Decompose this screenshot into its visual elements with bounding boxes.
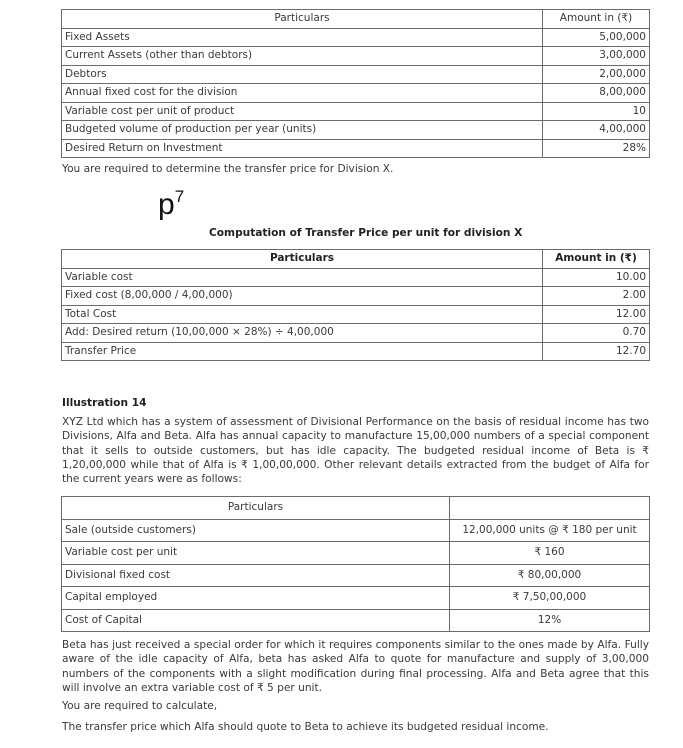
row-label: Annual fixed cost for the division [62,84,543,103]
table-row [62,139,650,158]
table-row [62,342,650,361]
row-value: 0.70 [543,324,650,343]
row-value: 12.00 [543,305,650,324]
table-row [62,121,650,140]
row-label: Variable cost per unit [62,542,450,565]
table-row [62,587,650,610]
table-header-row [62,497,650,520]
table-row [62,519,650,542]
row-value: 2,00,000 [543,65,650,84]
illustration-heading: Illustration 14 [62,397,147,409]
row-value: 12% [450,609,650,632]
table-row [62,84,650,103]
header-value [450,497,650,520]
requirement-text: You are required to determine the transfer price for Division X. [62,163,394,175]
row-label: Current Assets (other than debtors) [62,47,543,66]
table-row [62,268,650,287]
row-label: Cost of Capital [62,609,450,632]
row-value: ₹ 7,50,00,000 [450,587,650,610]
illustration-intro: XYZ Ltd which has a system of assessment of Divisional Performance on the basis of residual income has two Divisions, Alfa and Beta. Alfa has annual capacity to manufacture 15,00,000 numbers of a special component that it sells to outside customers, but has idle capacity. The budgeted residual income of Beta is ₹ 1,20,00,000 while that of Alfa is ₹ 1,00,00,000. Other relevant details extracted from the budget of Alfa for the current years were as follows: [62,416,649,486]
row-label: Fixed cost (8,00,000 / 4,00,000) [62,287,543,306]
row-value: 10.00 [543,268,650,287]
row-value: 28% [543,139,650,158]
header-particulars: Particulars [62,10,543,29]
page-marker [158,182,184,220]
table-row [62,287,650,306]
row-value: 3,00,000 [543,47,650,66]
row-label: Divisional fixed cost [62,564,450,587]
row-label: Total Cost [62,305,543,324]
header-particulars: Particulars [62,250,543,269]
header-amount: Amount in (₹) [543,10,650,29]
row-label: Budgeted volume of production per year (units) [62,121,543,140]
row-value: 2.00 [543,287,650,306]
table-row [62,609,650,632]
table-row [62,28,650,47]
row-value: ₹ 160 [450,542,650,565]
table-row [62,47,650,66]
row-value: 10 [543,102,650,121]
row-label: Capital employed [62,587,450,610]
table-header-row [62,10,650,29]
table-row [62,65,650,84]
row-value: 12.70 [543,342,650,361]
row-value: 12,00,000 units @ ₹ 180 per unit [450,519,650,542]
table-row [62,564,650,587]
row-value: 5,00,000 [543,28,650,47]
required-intro: You are required to calculate, [62,700,218,712]
table-row [62,305,650,324]
table-header-row [62,250,650,269]
row-value: ₹ 80,00,000 [450,564,650,587]
row-value: 8,00,000 [543,84,650,103]
table-row [62,102,650,121]
computation-title: Computation of Transfer Price per unit for division X [209,227,523,239]
alfa-budget-table [61,496,650,632]
assets-table [61,9,650,158]
table-row [62,324,650,343]
row-value: 4,00,000 [543,121,650,140]
table-row [62,542,650,565]
header-particulars: Particulars [62,497,450,520]
row-label: Transfer Price [62,342,543,361]
row-label: Sale (outside customers) [62,519,450,542]
header-amount: Amount in (₹) [543,250,650,269]
page-marker-superscript: 7 [174,187,185,206]
row-label: Variable cost [62,268,543,287]
transfer-price-table [61,249,650,361]
page-marker-base: p [158,188,175,221]
row-label: Add: Desired return (10,00,000 × 28%) ÷ 4,00,000 [62,324,543,343]
row-label: Debtors [62,65,543,84]
illustration-body: Beta has just received a special order for which it requires components similar to the ones made by Alfa. Fully aware of the idle capacity of Alfa, beta has asked Alfa to quote for manufacture and supply of 3,00,000 numbers of the components with a slight modification during final processing. Alfa and Beta agree that this will involve an extra variable cost of ₹ 5 per unit. [62,639,649,694]
row-label: Desired Return on Investment [62,139,543,158]
required-item: The transfer price which Alfa should quote to Beta to achieve its budgeted residual income. [62,721,549,733]
row-label: Fixed Assets [62,28,543,47]
row-label: Variable cost per unit of product [62,102,543,121]
